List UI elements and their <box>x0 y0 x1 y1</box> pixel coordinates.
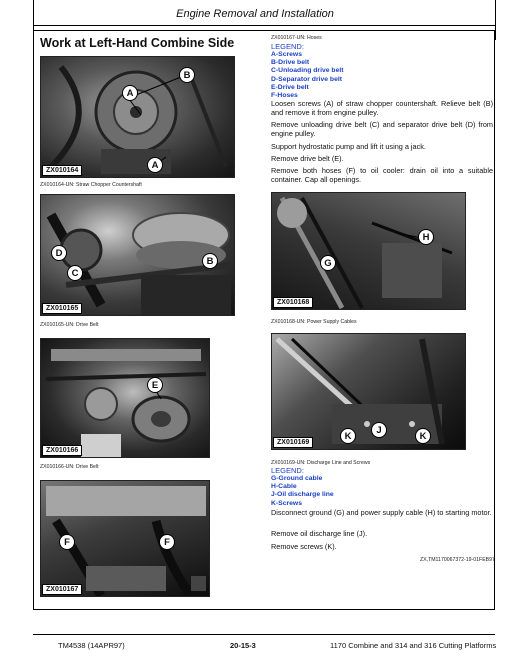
photo-caption: ZX010168-UN: Power Supply Cables <box>271 319 357 325</box>
photo-illustration <box>41 57 235 178</box>
footer-product-title: 1170 Combine and 314 and 316 Cutting Platforms <box>330 641 497 650</box>
photo-drive-belt-2 <box>40 338 210 458</box>
instruction-step: Disconnect ground (G) and power supply cable (H) to starting motor. <box>271 508 492 517</box>
callout-j: J <box>371 422 387 438</box>
callout-d: D <box>51 245 67 261</box>
legend-item: A-Screws <box>271 51 302 58</box>
legend-title: LEGEND: <box>271 466 304 475</box>
legend-item: E-Drive belt <box>271 83 309 91</box>
photo-id-tag: ZX010167 <box>42 584 82 595</box>
callout-b: B <box>179 67 195 83</box>
callout-a: A <box>122 85 138 101</box>
instruction-step: Remove screws (K). <box>271 542 337 551</box>
instruction-step: Remove unloading drive belt (C) and separator drive belt (D) from engine pulley. <box>271 120 493 138</box>
legend-item: H-Cable <box>271 483 297 491</box>
legend-item: D-Separator drive belt <box>271 75 343 83</box>
legend-item: F-Hoses <box>271 92 298 100</box>
photo-drive-belt-1 <box>40 194 235 316</box>
photo-discharge-line-and-screws <box>271 333 466 450</box>
footer-page-number: 20-15-3 <box>230 641 256 650</box>
photo-id-tag: ZX010165 <box>42 303 82 314</box>
callout-f: F <box>159 534 175 550</box>
page-frame-right <box>495 0 496 40</box>
photo-id-tag: ZX010166 <box>42 445 82 456</box>
legend-item: J-Oil discharge line <box>271 491 334 499</box>
legend-item: G-Ground cable <box>271 475 323 482</box>
legend-figure-ref: ZX010167-UN: Hoses <box>271 35 322 41</box>
photo-caption: ZX010164-UN: Straw Chopper Countershaft <box>40 182 142 188</box>
photo-caption: ZX010166-UN: Drive Belt <box>40 464 99 470</box>
photo-hoses <box>40 480 210 597</box>
footer-manual-id: TM4538 (14APR97) <box>58 641 125 650</box>
callout-f: F <box>59 534 75 550</box>
callout-g: G <box>320 255 336 271</box>
callout-b: B <box>202 253 218 269</box>
photo-id-tag: ZX010169 <box>273 437 313 448</box>
legend-item: C-Unloading drive belt <box>271 67 344 75</box>
photo-power-supply-cables <box>271 192 466 310</box>
legend-block-2 <box>271 466 493 508</box>
instruction-step: Loosen screws (A) of straw chopper countershaft. Relieve belt (B) and remove it from engine pulley. <box>271 99 493 117</box>
callout-k: K <box>340 428 356 444</box>
photo-caption: ZX010165-UN: Drive Belt <box>40 322 99 328</box>
instruction-step: Remove drive belt (E). <box>271 154 344 163</box>
section-title: Work at Left-Hand Combine Side <box>40 36 235 50</box>
photo-id-tag: ZX010168 <box>273 297 313 308</box>
photo-straw-chopper-countershaft <box>40 56 235 178</box>
legend-title: LEGEND: <box>271 42 304 51</box>
photo-illustration <box>272 334 466 450</box>
document-reference-code: ZX,TM1170067372-19-01FEB97 <box>420 557 495 563</box>
photo-illustration <box>272 193 466 310</box>
legend-item: K-Screws <box>271 499 302 507</box>
legend-block-1 <box>271 35 493 100</box>
photo-caption: ZX010169-UN: Discharge Line and Screws <box>271 460 371 466</box>
callout-e: E <box>147 377 163 393</box>
instruction-step: Remove oil discharge line (J). <box>271 529 368 538</box>
callout-a: A <box>147 157 163 173</box>
instruction-step: Remove both hoses (F) to oil cooler: drain oil into a suitable container. Cap all openings. <box>271 166 493 184</box>
callout-c: C <box>67 265 83 281</box>
legend-item: B-Drive belt <box>271 59 310 67</box>
callout-h: H <box>418 229 434 245</box>
header-rule <box>33 25 495 26</box>
footer-rule <box>33 634 495 635</box>
photo-illustration <box>41 339 210 458</box>
callout-k: K <box>415 428 431 444</box>
photo-id-tag: ZX010164 <box>42 165 82 176</box>
instruction-step: Support hydrostatic pump and lift it using a jack. <box>271 142 426 151</box>
page-header-title: Engine Removal and Installation <box>176 8 334 20</box>
